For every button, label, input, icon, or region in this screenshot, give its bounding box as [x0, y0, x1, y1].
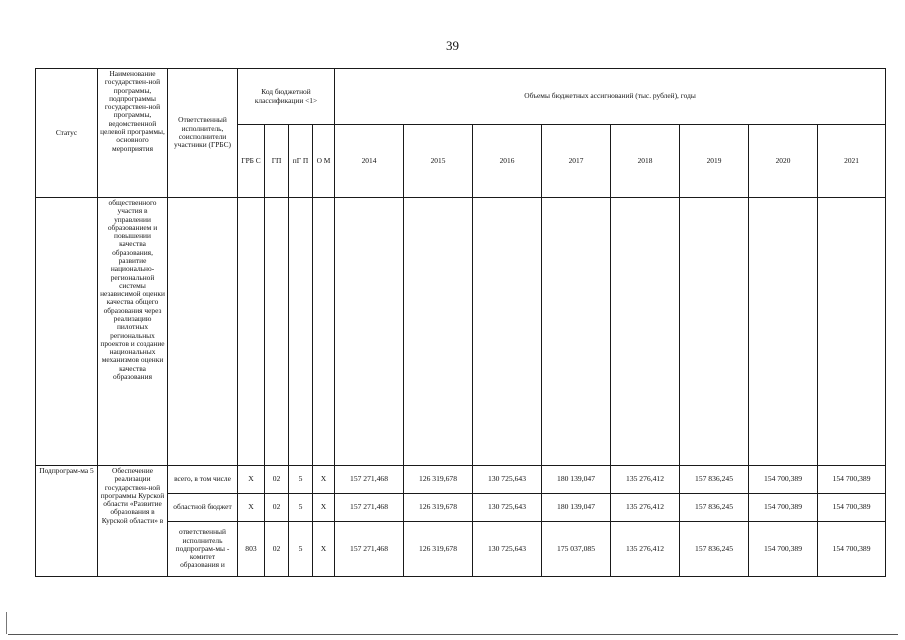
- value-cell: 154 700,389: [818, 494, 886, 522]
- code-grbs: Х: [238, 494, 265, 522]
- continuation-executor: [168, 198, 238, 466]
- page-number: 39: [446, 38, 459, 53]
- header-budget-code: Код бюджетной классификации <1>: [238, 69, 335, 125]
- code-gp: 02: [265, 466, 289, 494]
- code-grbs: Х: [238, 466, 265, 494]
- code-om: Х: [313, 494, 335, 522]
- header-year: 2021: [818, 125, 886, 198]
- continuation-status: [36, 198, 98, 466]
- value-cell: 135 276,412: [611, 522, 680, 577]
- value-cell: 157 271,468: [335, 466, 404, 494]
- value-cell: 154 700,389: [749, 522, 818, 577]
- header-name: Наименование государствен-ной программы, подпрограммы государствен-ной программы, ведомственной целевой программы, основного мероприятия: [98, 69, 168, 198]
- value-cell: 126 319,678: [404, 522, 473, 577]
- value-cell: 157 271,468: [335, 522, 404, 577]
- code-gp: 02: [265, 522, 289, 577]
- value-cell: 130 725,643: [473, 466, 542, 494]
- header-status: Статус: [36, 69, 98, 198]
- header-year: 2017: [542, 125, 611, 198]
- value-cell: 154 700,389: [749, 466, 818, 494]
- value-cell: 157 836,245: [680, 522, 749, 577]
- value-cell: 180 139,047: [542, 466, 611, 494]
- value-cell: 175 037,085: [542, 522, 611, 577]
- value-cell: 130 725,643: [473, 522, 542, 577]
- value-cell: 180 139,047: [542, 494, 611, 522]
- value-cell: 135 276,412: [611, 466, 680, 494]
- code-om: Х: [313, 522, 335, 577]
- header-code-gp: ГП: [265, 125, 289, 198]
- code-pgp: 5: [289, 466, 313, 494]
- continuation-name: общественного участия в управлении образованием и повышении качества образования, развитие национально-региональной системы независимой оценки качества общего образования через реализацию пилотных региональных проектов и создание национальных механизмов оценки качества образования: [98, 198, 168, 466]
- value-cell: 157 271,468: [335, 494, 404, 522]
- subprogram-name: Обеспечение реализации государствен-ной программы Курской области «Развитие образования в Курской области» в: [98, 466, 168, 577]
- header-executor: Ответственный исполнитель, соисполнители участники (ГРБС): [168, 69, 238, 198]
- page-bottom-rule: [8, 634, 898, 635]
- header-row-1: [36, 69, 886, 125]
- header-code-grbs: ГРБ С: [238, 125, 265, 198]
- value-cell: 154 700,389: [749, 494, 818, 522]
- header-year: 2016: [473, 125, 542, 198]
- header-volumes: Объемы бюджетных ассигнований (тыс. рублей), годы: [335, 69, 886, 125]
- code-pgp: 5: [289, 522, 313, 577]
- value-cell: 154 700,389: [818, 466, 886, 494]
- header-year: 2015: [404, 125, 473, 198]
- continuation-row: [36, 198, 886, 466]
- row-executor: всего, в том числе: [168, 466, 238, 494]
- value-cell: 126 319,678: [404, 466, 473, 494]
- header-year: 2019: [680, 125, 749, 198]
- code-om: Х: [313, 466, 335, 494]
- budget-table: [35, 68, 886, 577]
- code-pgp: 5: [289, 494, 313, 522]
- value-cell: 135 276,412: [611, 494, 680, 522]
- header-year: 2018: [611, 125, 680, 198]
- page-edge-mark: [6, 612, 7, 634]
- code-gp: 02: [265, 494, 289, 522]
- code-grbs: 803: [238, 522, 265, 577]
- table-row: [36, 466, 886, 494]
- row-executor: ответственный исполнитель подпрограм-мы - комитет образования и: [168, 522, 238, 577]
- row-executor: областной бюджет: [168, 494, 238, 522]
- header-code-om: О М: [313, 125, 335, 198]
- header-year: 2014: [335, 125, 404, 198]
- value-cell: 126 319,678: [404, 494, 473, 522]
- value-cell: 154 700,389: [818, 522, 886, 577]
- value-cell: 130 725,643: [473, 494, 542, 522]
- value-cell: 157 836,245: [680, 466, 749, 494]
- header-code-pgp: пГ П: [289, 125, 313, 198]
- value-cell: 157 836,245: [680, 494, 749, 522]
- subprogram-status: Подпрограм-ма 5: [36, 466, 98, 577]
- header-year: 2020: [749, 125, 818, 198]
